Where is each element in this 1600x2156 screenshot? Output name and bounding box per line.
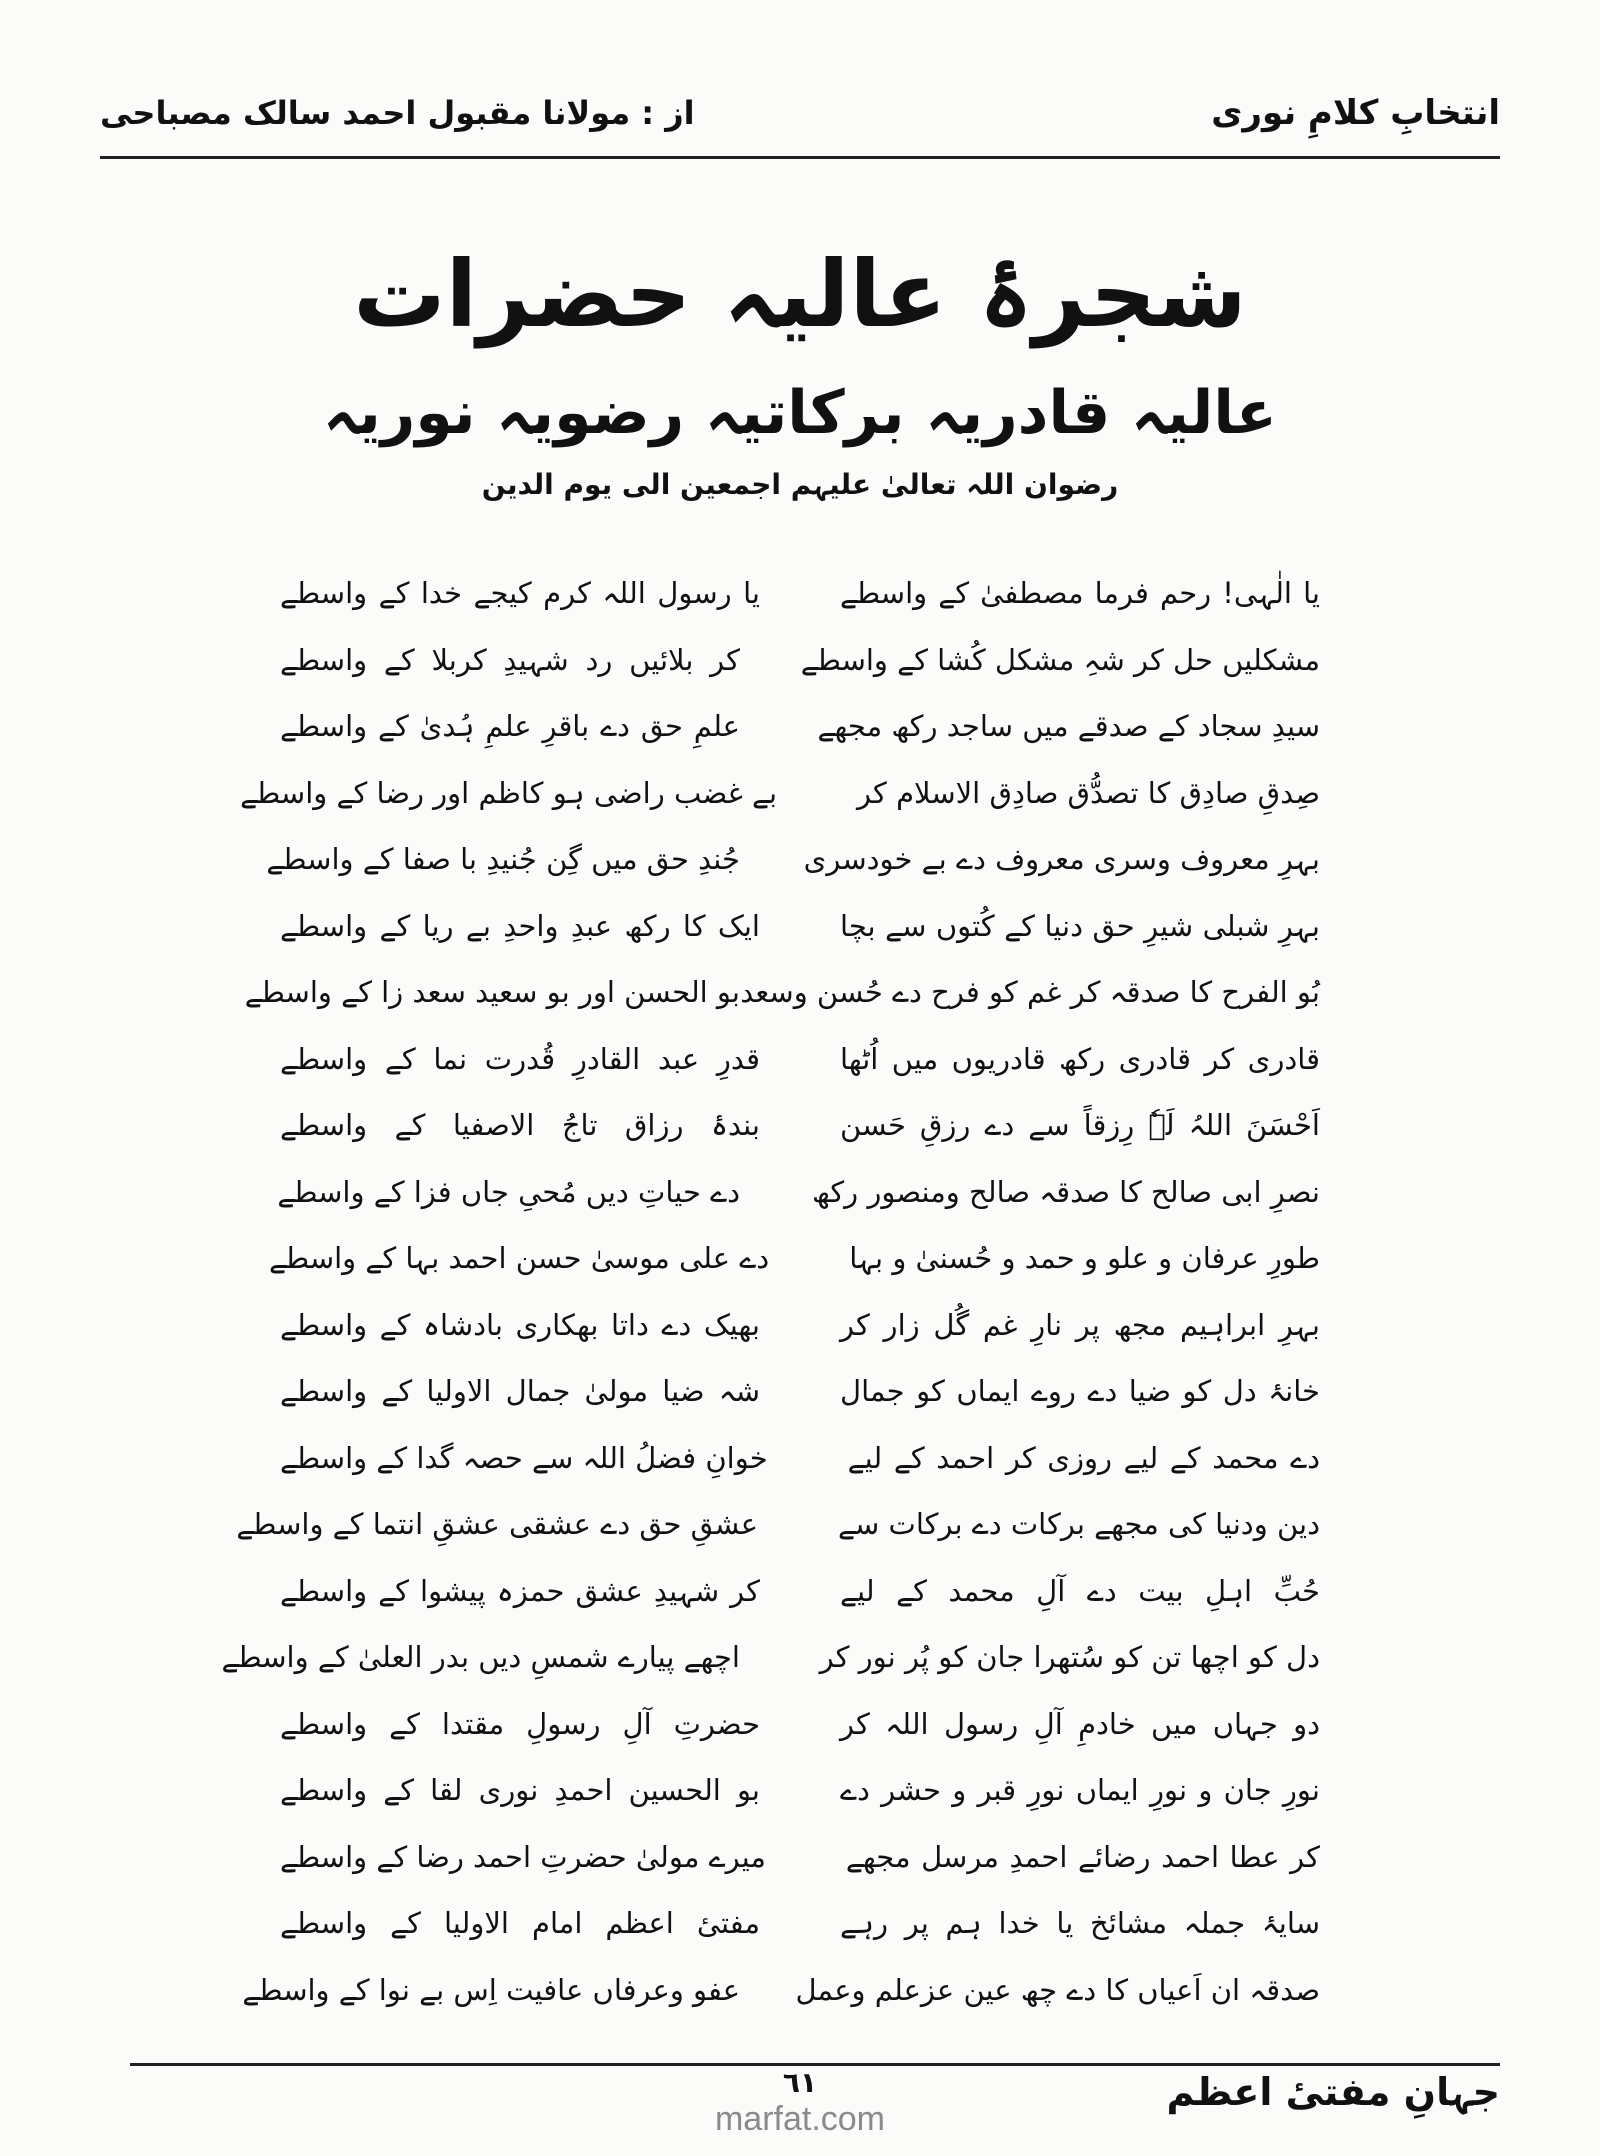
couplet-first-line: بہرِ معروف وسری معروف دے بے خودسری	[803, 842, 1320, 877]
couplet-second-line: بھیک دے داتا بھکاری بادشاہ کے واسطے	[280, 1307, 760, 1342]
couplet-first-line: بہرِ ابراہیم مجھ پر نارِ غم گُل زار کر	[840, 1307, 1320, 1342]
couplet	[266, 826, 1320, 893]
couplet-second-line: قدرِ عبد القادرِ قُدرت نما کے واسطے	[280, 1041, 760, 1076]
couplet	[280, 1092, 1320, 1159]
couplet-second-line: عفو وعرفاں عافیت اِس بے نوا کے واسطے	[242, 1972, 740, 2007]
couplet-first-line: دل کو اچھا تن کو سُتھرا جان کو پُر نور کر	[819, 1640, 1320, 1675]
couplet	[221, 1624, 1320, 1691]
couplet-first-line: بہرِ شبلی شیرِ حق دنیا کے کُتوں سے بچا	[840, 908, 1320, 943]
page-number: ٦١	[782, 2066, 818, 2099]
couplet-first-line: دے محمد کے لیے روزی کر احمد کے لیے	[847, 1440, 1320, 1475]
couplet	[280, 1358, 1320, 1425]
couplet-first-line: یا الٰہی! رحم فرما مصطفیٰ کے واسطے	[840, 576, 1320, 611]
header-divider	[100, 156, 1500, 159]
couplet-second-line: مفتیٔ اعظم امام الاولیا کے واسطے	[280, 1906, 760, 1941]
couplet	[280, 1824, 1320, 1891]
couplet	[280, 1691, 1320, 1758]
couplet	[280, 1425, 1320, 1492]
book-title: انتخابِ کلامِ نوری	[1211, 93, 1500, 133]
couplet-second-line: عشقِ حق دے عشقی عشقِ انتما کے واسطے	[236, 1507, 759, 1542]
couplet-first-line: خانۂ دل کو ضیا دے روے ایماں کو جمال	[840, 1374, 1320, 1409]
couplet-second-line: جُندِ حق میں گِن جُنیدِ با صفا کے واسطے	[266, 842, 740, 877]
couplet-second-line: علمِ حق دے باقرِ علمِ ہُدیٰ کے واسطے	[280, 709, 740, 744]
couplet-first-line: سایۂ جملہ مشائخ یا خدا ہم پر رہے	[840, 1906, 1320, 1941]
couplet-first-line: صِدقِ صادِق کا تصدُّق صادِق الاسلام کر	[857, 775, 1320, 810]
couplet	[240, 760, 1320, 827]
couplet	[280, 693, 1320, 760]
couplet-second-line: ایک کا رکھ عبدِ واحدِ بے ریا کے واسطے	[280, 908, 760, 943]
couplet-first-line: بُو الفرح کا صدقہ کر غم کو فرح دے حُسن وسعد	[740, 975, 1320, 1010]
couplet-second-line: دے حیاتِ دیں مُحیِ جاں فزا کے واسطے	[277, 1174, 740, 1209]
author-line: از : مولانا مقبول احمد سالک مصباحی	[100, 94, 695, 132]
couplet-first-line: نصرِ ابی صالح کا صدقہ صالح ومنصور رکھ	[812, 1174, 1320, 1209]
couplet-first-line: سیدِ سجاد کے صدقے میں ساجد رکھ مجھے	[817, 709, 1320, 744]
dedication-line: رضوان اللہ تعالیٰ علیہم اجمعین الی یوم الدین	[481, 468, 1119, 501]
couplet	[280, 1558, 1320, 1625]
couplet-first-line: کر عطا احمد رضائے احمدِ مرسل مجھے	[845, 1839, 1320, 1874]
couplet-first-line: دو جہاں میں خادمِ آلِ رسول اللہ کر	[840, 1706, 1321, 1741]
couplet	[280, 1757, 1320, 1824]
couplet	[280, 1292, 1320, 1359]
couplet-first-line: طورِ عرفان و علو و حمد و حُسنیٰ و بہا	[849, 1241, 1320, 1276]
couplet-second-line: کر شہیدِ عشق حمزہ پیشوا کے واسطے	[280, 1573, 760, 1608]
couplet-second-line: میرے مولیٰ حضرتِ احمد رضا کے واسطے	[280, 1839, 766, 1874]
couplet-first-line: قادری کر قادری رکھ قادریوں میں اُٹھا	[840, 1041, 1320, 1076]
couplet	[280, 1890, 1320, 1957]
couplet-second-line: خوانِ فضلُ اللہ سے حصہ گدا کے واسطے	[280, 1440, 768, 1475]
couplet-second-line: دے علی موسیٰ حسن احمد بہا کے واسطے	[269, 1241, 770, 1276]
page-title: شجرۂ عالیہ حضرات	[353, 241, 1247, 348]
couplet	[244, 959, 1320, 1026]
couplet-first-line: اَحْسَنَ اللہُ لَہٗ رِزقاً سے دے رزقِ حَسن	[840, 1108, 1320, 1143]
couplet-first-line: حُبِّ اہلِ بیت دے آلِ محمد کے لیے	[840, 1573, 1320, 1608]
couplet	[280, 560, 1320, 627]
couplet	[242, 1957, 1320, 2024]
couplet	[280, 627, 1320, 694]
watermark: marfat.com	[714, 2100, 886, 2138]
couplet-first-line: مشکلیں حل کر شہِ مشکل کُشا کے واسطے	[800, 642, 1320, 677]
couplet	[236, 1491, 1320, 1558]
couplet	[280, 1026, 1320, 1093]
running-header	[100, 78, 1500, 148]
couplet-second-line: بو الحسین احمدِ نوری لقا کے واسطے	[280, 1773, 760, 1808]
footer-book-name: جہانِ مفتیٔ اعظم	[1166, 2070, 1500, 2114]
couplet-second-line: بو الحسن اور بو سعید سعد زا کے واسطے	[244, 975, 740, 1010]
poem	[221, 560, 1321, 2040]
couplet-second-line: حضرتِ آلِ رسولِ مقتدا کے واسطے	[280, 1706, 760, 1741]
couplet	[269, 1225, 1320, 1292]
couplet-first-line: دین ودنیا کی مجھے برکات دے برکات سے	[838, 1507, 1320, 1542]
couplet-second-line: شہ ضیا مولیٰ جمال الاولیا کے واسطے	[280, 1374, 760, 1409]
couplet	[280, 893, 1320, 960]
couplet-second-line: کر بلائیں رد شہیدِ کربلا کے واسطے	[280, 642, 740, 677]
couplet-second-line: بندۂ رزاق تاجُ الاصفیا کے واسطے	[280, 1108, 760, 1143]
couplet	[277, 1159, 1320, 1226]
couplet-second-line: اچھے پیارے شمسِ دیں بدر العلیٰ کے واسطے	[221, 1640, 740, 1675]
couplet-first-line: صدقہ ان اَعیاں کا دے چھ عین عزعلم وعمل	[795, 1972, 1320, 2007]
couplet-second-line: بے غضب راضی ہو کاظم اور رضا کے واسطے	[240, 775, 778, 810]
couplet-second-line: یا رسول اللہ کرم کیجے خدا کے واسطے	[280, 576, 760, 611]
couplet-first-line: نورِ جان و نورِ ایماں نورِ قبر و حشر دے	[840, 1773, 1320, 1808]
page-subtitle: عالیہ قادریہ برکاتیہ رضویہ نوریہ	[323, 378, 1277, 448]
